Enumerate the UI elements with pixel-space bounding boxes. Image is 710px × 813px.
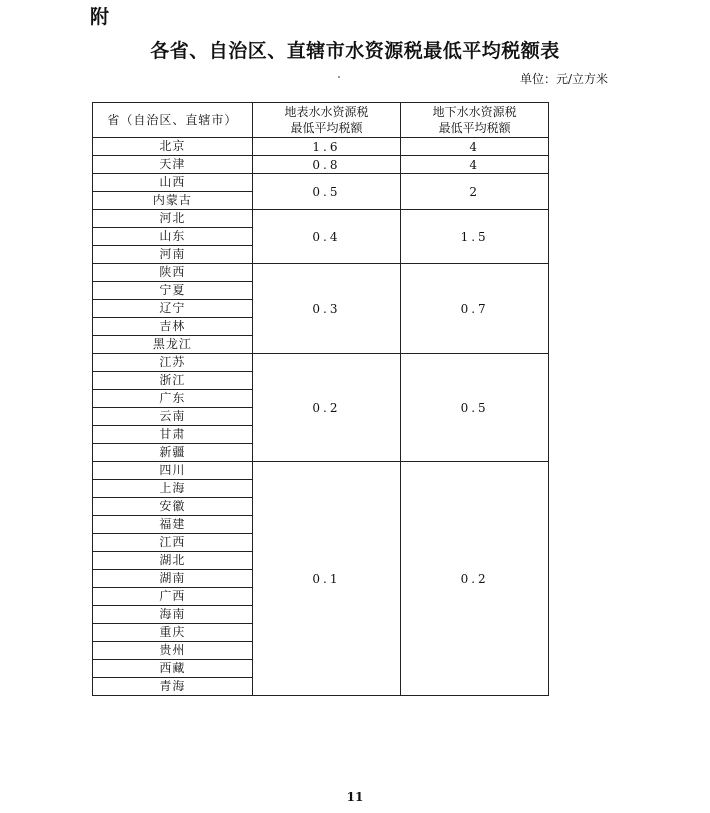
province-cell: 新疆 [93,444,253,462]
unit-label: 单位：元/立方米 [519,72,608,86]
ground-rate-cell: 4 [401,156,549,174]
province-cell: 西藏 [93,660,253,678]
header-ground-line2: 最低平均税额 [438,121,511,135]
province-cell: 上海 [93,480,253,498]
ground-rate-cell: 1.5 [401,210,549,264]
header-surface-water [252,103,401,138]
province-cell: 黑龙江 [93,336,253,354]
header-province: 省（自治区、直辖市） [93,103,253,138]
province-cell: 浙江 [93,372,253,390]
page-number: 11 [346,790,364,804]
tax-rate-table [92,102,549,696]
surface-rate-cell: 0.2 [252,354,401,462]
ground-rate-cell: 0.7 [401,264,549,354]
province-cell: 青海 [93,678,253,696]
page-title: 各省、自治区、直辖市水资源税最低平均税额表 [150,40,560,62]
province-cell: 内蒙古 [93,192,253,210]
table-row [93,354,549,372]
attachment-label: 附 [90,6,110,28]
province-cell: 江苏 [93,354,253,372]
ground-rate-cell: 0.5 [401,354,549,462]
province-cell: 湖南 [93,570,253,588]
province-cell: 山东 [93,228,253,246]
province-cell: 甘肃 [93,426,253,444]
province-cell: 吉林 [93,318,253,336]
province-cell: 辽宁 [93,300,253,318]
ground-rate-cell: 4 [401,138,549,156]
table-body [93,138,549,696]
table-row [93,264,549,282]
table-row [93,138,549,156]
province-cell: 河南 [93,246,253,264]
table-header-row [93,103,549,138]
province-cell: 重庆 [93,624,253,642]
province-cell: 山西 [93,174,253,192]
ground-rate-cell: 0.2 [401,462,549,696]
province-cell: 广东 [93,390,253,408]
header-ground-water [401,103,549,138]
province-cell: 贵州 [93,642,253,660]
surface-rate-cell: 0.5 [252,174,401,210]
table-row [93,174,549,192]
province-cell: 云南 [93,408,253,426]
province-cell: 北京 [93,138,253,156]
ground-rate-cell: 2 [401,174,549,210]
province-cell: 天津 [93,156,253,174]
province-cell: 四川 [93,462,253,480]
province-cell: 广西 [93,588,253,606]
scan-speck [338,76,340,78]
surface-rate-cell: 0.4 [252,210,401,264]
province-cell: 陕西 [93,264,253,282]
surface-rate-cell: 0.1 [252,462,401,696]
surface-rate-cell: 0.3 [252,264,401,354]
surface-rate-cell: 0.8 [252,156,401,174]
province-cell: 江西 [93,534,253,552]
table-row [93,210,549,228]
surface-rate-cell: 1.6 [252,138,401,156]
province-cell: 安徽 [93,498,253,516]
province-cell: 海南 [93,606,253,624]
province-cell: 湖北 [93,552,253,570]
header-surface-line2: 最低平均税额 [290,121,363,135]
table-row [93,462,549,480]
header-surface-line1: 地表水水资源税 [284,105,369,119]
province-cell: 河北 [93,210,253,228]
province-cell: 福建 [93,516,253,534]
table-row [93,156,549,174]
province-cell: 宁夏 [93,282,253,300]
header-ground-line1: 地下水水资源税 [432,105,517,119]
